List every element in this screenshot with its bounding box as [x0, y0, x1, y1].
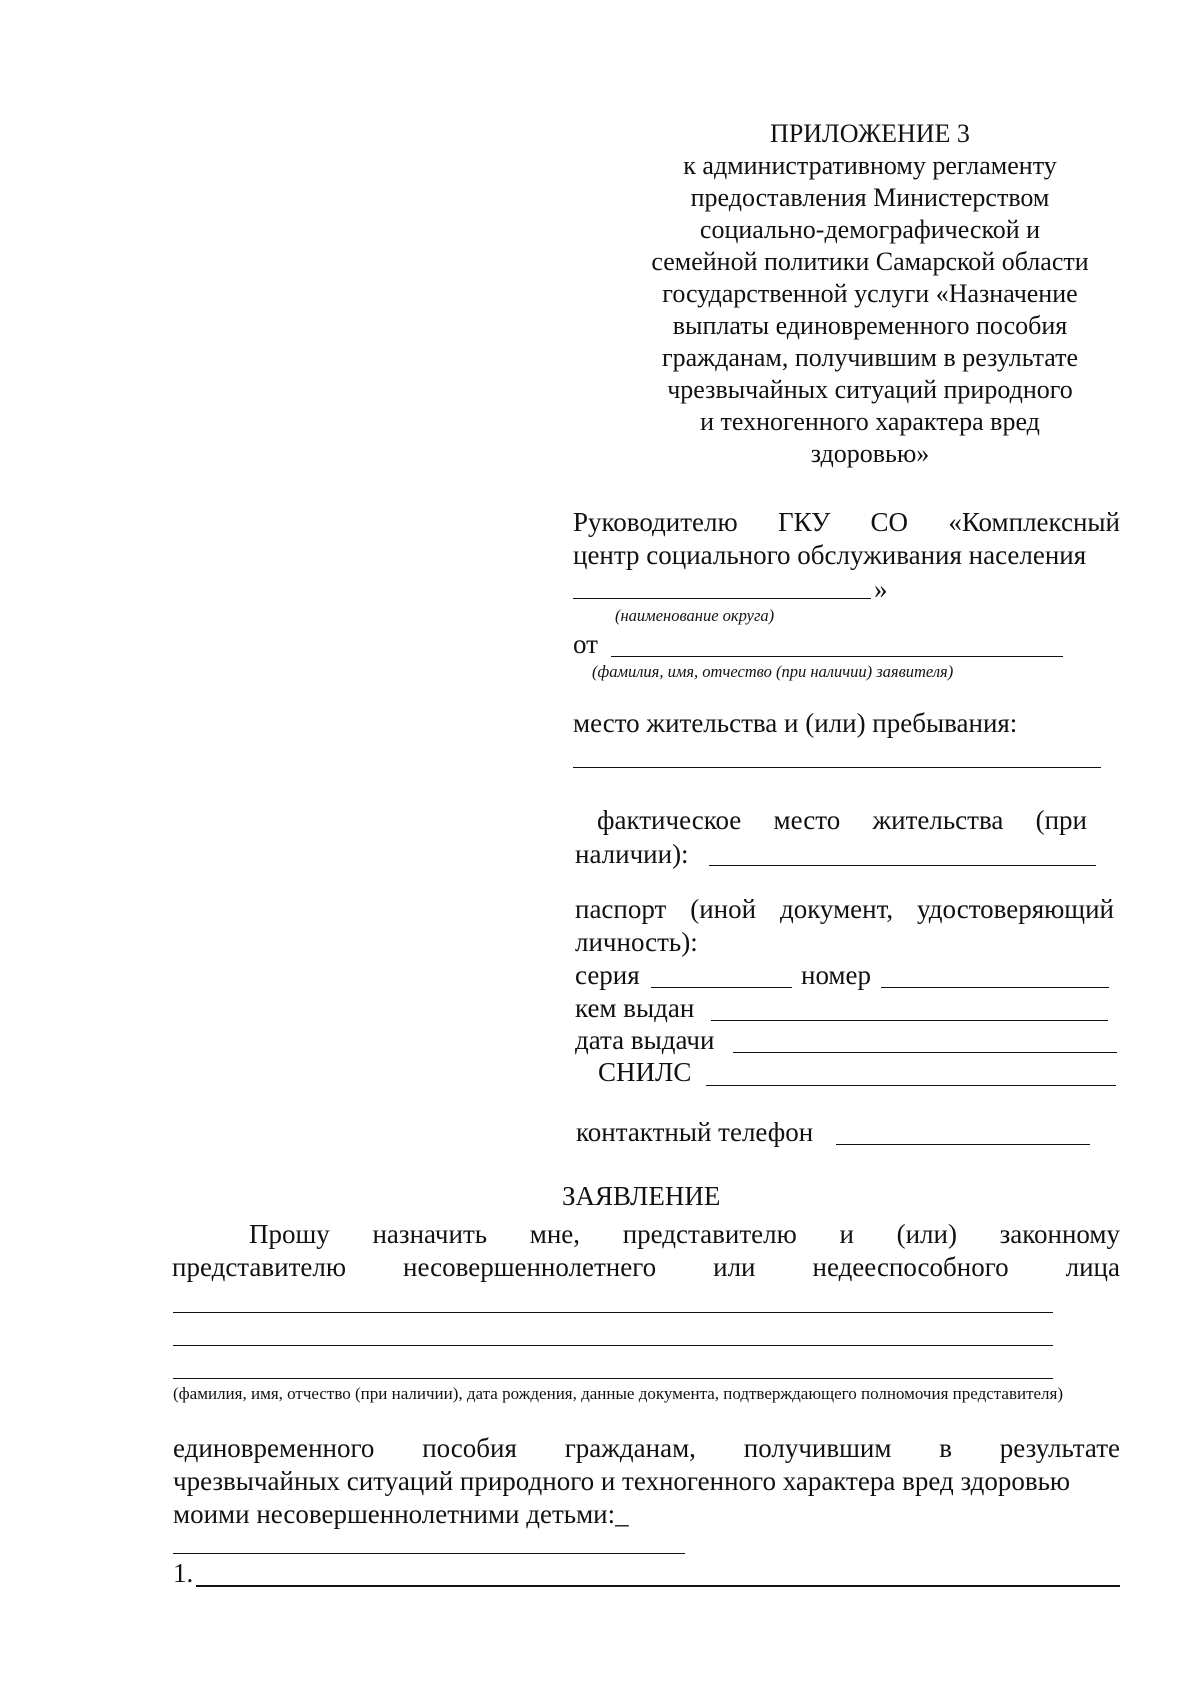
snils-field[interactable] [706, 1085, 1116, 1086]
addressee-line-2: центр социального обслуживания населения [573, 540, 1087, 570]
phone-field[interactable] [836, 1144, 1090, 1145]
children-field-line[interactable] [173, 1553, 685, 1554]
statement-para2-line3: моими несовершеннолетними детьми:_ [173, 1499, 629, 1529]
representative-note: (фамилия, имя, отчество (при наличии), дата рождения, данные документа, подтверждающего полномочия представителя) [173, 1384, 1064, 1403]
appendix-line: к административному регламенту [683, 151, 1057, 180]
item-1-label: 1. [173, 1558, 194, 1588]
residence-field[interactable] [573, 767, 1101, 768]
statement-para2-line1: единовременного пособия гражданам, получившим в результате [173, 1433, 1120, 1463]
applicant-note: (фамилия, имя, отчество (при наличии) заявителя) [592, 662, 954, 681]
appendix-line: здоровью» [810, 439, 930, 468]
passport-line-2: личность): [575, 927, 698, 957]
statement-para1-line1: Прошу назначить мне, представителю и (или) законному [249, 1219, 1120, 1249]
residence-label: место жительства и (или) пребывания: [573, 708, 1018, 738]
appendix-line: гражданам, получившим в результате [661, 343, 1079, 372]
passport-line-1: паспорт (иной документ, удостоверяющий [575, 894, 1114, 924]
issued-by-field[interactable] [711, 1020, 1108, 1021]
applicant-name-field[interactable] [611, 656, 1063, 657]
appendix-line: выплаты единовременного пособия [672, 311, 1068, 340]
snils-label: СНИЛС [598, 1057, 692, 1087]
addressee-line-1: Руководителю ГКУ СО «Комплексный [573, 507, 1120, 537]
statement-para2-line2: чрезвычайных ситуаций природного и техногенного характера вред здоровью [173, 1466, 1071, 1496]
appendix-line: семейной политики Самарской области [651, 247, 1089, 276]
number-field[interactable] [881, 987, 1109, 988]
appendix-line: государственной услуги «Назначение [662, 279, 1078, 308]
appendix-title: ПРИЛОЖЕНИЕ 3 [770, 119, 970, 148]
actual-residence-line-2: наличии): [575, 839, 689, 869]
closing-quote: » [874, 574, 888, 604]
district-note: (наименование округа) [615, 606, 775, 625]
series-label: серия [575, 960, 640, 990]
from-label: от [573, 629, 598, 659]
appendix-line: чрезвычайных ситуаций природного [667, 375, 1073, 404]
district-field[interactable] [573, 598, 871, 599]
representative-field-line-2[interactable] [173, 1345, 1053, 1346]
phone-label: контактный телефон [576, 1117, 814, 1147]
issued-by-label: кем выдан [575, 993, 695, 1023]
issue-date-field[interactable] [733, 1052, 1117, 1053]
appendix-block [620, 118, 1120, 470]
appendix-line: социально-демографической и [699, 215, 1041, 244]
actual-residence-line-1: фактическое место жительства (при [597, 805, 1087, 835]
representative-field-line-1[interactable] [173, 1312, 1053, 1313]
number-label: номер [801, 960, 872, 990]
statement-para1-line2: представителю несовершеннолетнего или недееспособного лица [172, 1252, 1120, 1282]
statement-title: ЗАЯВЛЕНИЕ [562, 1181, 721, 1211]
issue-date-label: дата выдачи [575, 1025, 715, 1055]
appendix-line: предоставления Министерством [690, 183, 1050, 212]
series-field[interactable] [651, 987, 792, 988]
appendix-line: и техногенного характера вред [700, 407, 1040, 436]
representative-field-line-3[interactable] [173, 1378, 1053, 1379]
item-1-field[interactable] [196, 1585, 1120, 1587]
actual-residence-field[interactable] [709, 865, 1096, 866]
